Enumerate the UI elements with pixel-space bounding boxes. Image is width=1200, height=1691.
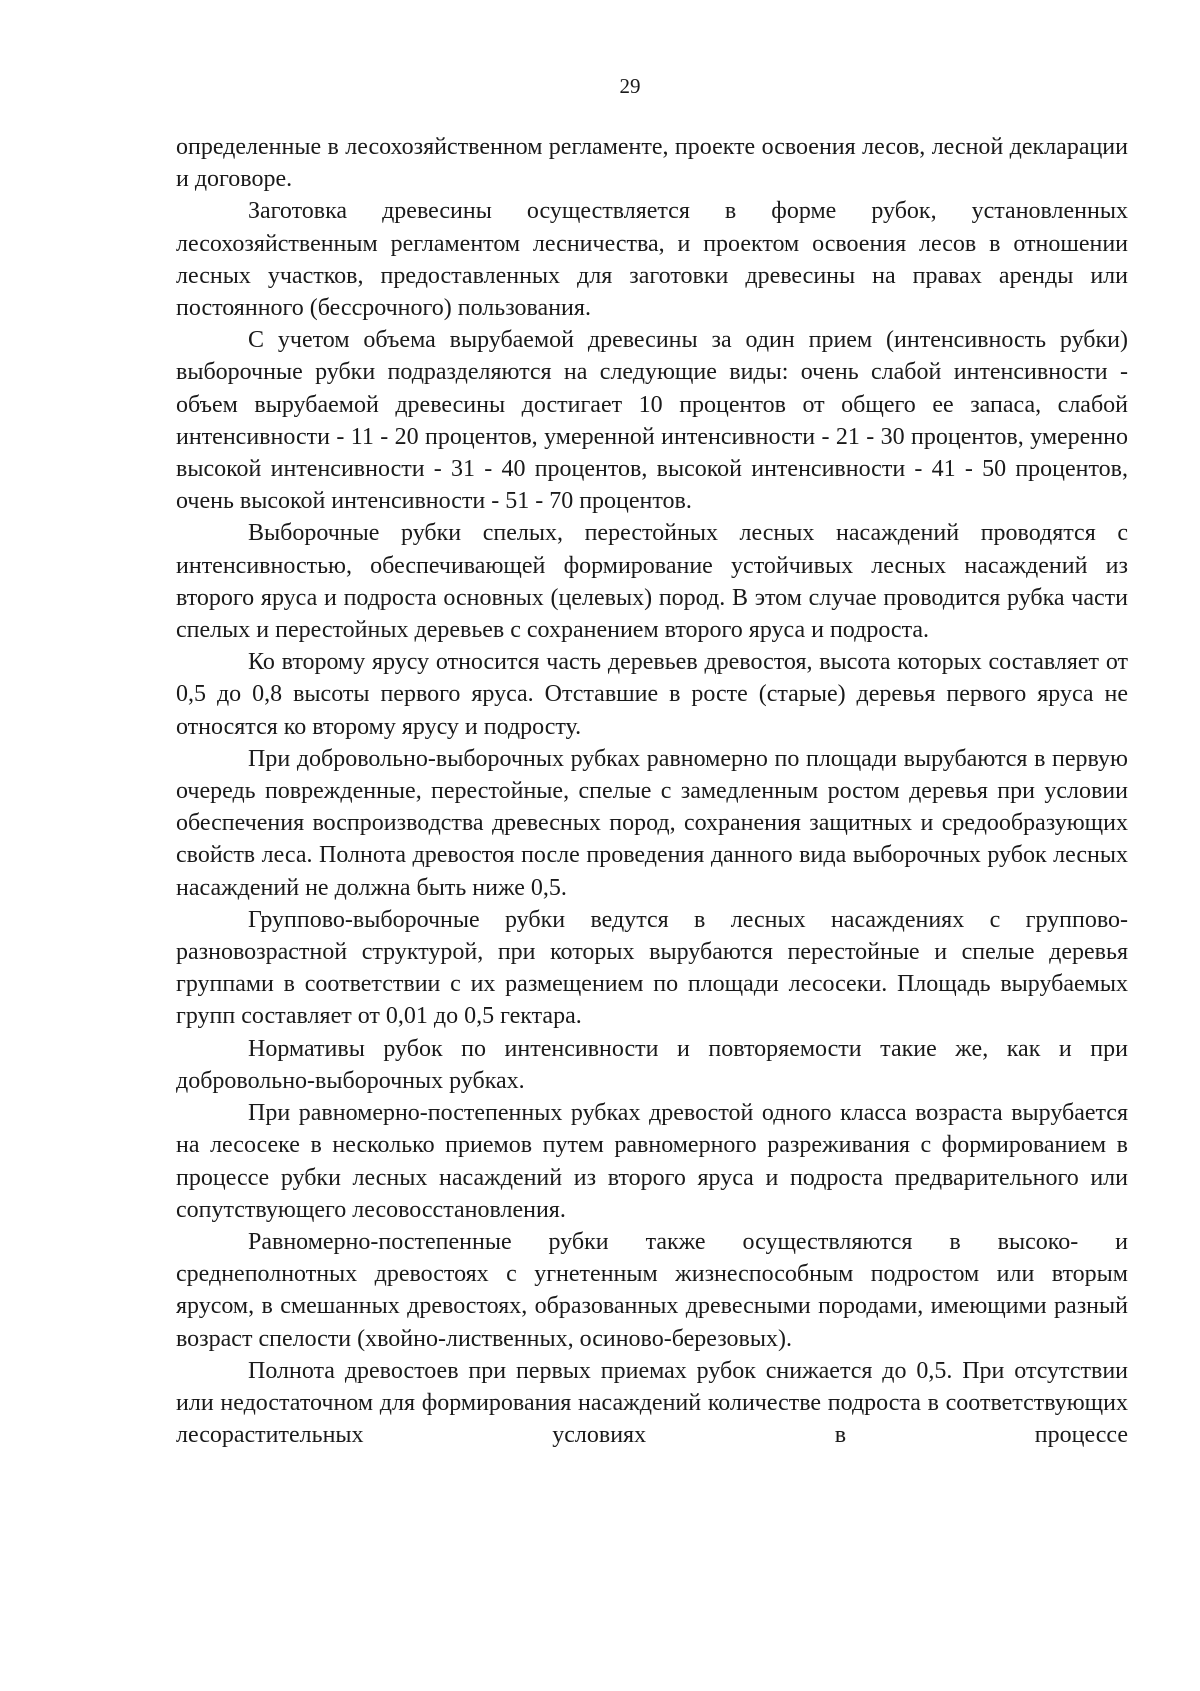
- paragraph-3: С учетом объема вырубаемой древесины за один прием (интенсивность рубки) выборочные рубки подразделяются на следующие виды: очень слабой интенсивности - объем вырубаемой древесины достигает 10 процентов от общего ее запаса, слабой интенсивности - 11 - 20 процентов, умеренной интенсивности - 21 - 30 процентов, умеренно высокой интенсивности - 31 - 40 процентов, высокой интенсивности - 41 - 50 процентов, очень высокой интенсивности - 51 - 70 процентов.: [176, 327, 1128, 515]
- page-number: 29: [619, 74, 641, 98]
- paragraph-7: Группово-выборочные рубки ведутся в лесных насаждениях с группово-разновозрастной структурой, при которых вырубаются перестойные и спелые деревья группами в соответствии с их размещением по площади лесосеки. Площадь вырубаемых групп составляет от 0,01 до 0,5 гектара.: [176, 906, 1128, 1030]
- paragraph-10: Равномерно-постепенные рубки также осуществляются в высоко- и среднеполнотных древостоях с угнетенным жизнеспособным подростом или вторым ярусом, в смешанных древостоях, образованных древесными породами, имеющими разный возраст спелости (хвойно-лиственных, осиново-березовых).: [176, 1228, 1128, 1352]
- paragraph-9: При равномерно-постепенных рубках древостой одного класса возраста вырубается на лесосеке в несколько приемов путем равномерного разреживания с формированием в процессе рубки лесных насаждений из второго яруса и подроста предварительного или сопутствующего лесовосстановления.: [176, 1100, 1128, 1223]
- paragraph-8: Нормативы рубок по интенсивности и повторяемости такие же, как и при добровольно-выборочных рубках.: [176, 1035, 1128, 1094]
- document-body: [176, 131, 1128, 1451]
- paragraph-1: определенные в лесохозяйственном регламенте, проекте освоения лесов, лесной декларации и договоре.: [176, 134, 1128, 193]
- paragraph-2: Заготовка древесины осуществляется в форме рубок, установленных лесохозяйственным регламентом лесничества, и проектом освоения лесов в отношении лесных участков, предоставленных для заготовки древесины на правах аренды или постоянного (бессрочного) пользования.: [176, 198, 1128, 322]
- paragraph-5: Ко второму ярусу относится часть деревьев древостоя, высота которых составляет от 0,5 до 0,8 высоты первого яруса. Отставшие в росте (старые) деревья первого яруса не относятся ко второму ярусу и подросту.: [176, 649, 1128, 740]
- paragraph-11: Полнота древостоев при первых приемах рубок снижается до 0,5. При отсутствии или недостаточном для формирования насаждений количестве подроста в соответствующих лесорастительных условиях в процессе: [176, 1357, 1128, 1449]
- paragraph-6: При добровольно-выборочных рубках равномерно по площади вырубаются в первую очередь поврежденные, перестойные, спелые с замедленным ростом деревья при условии обеспечения воспроизводства древесных пород, сохранения защитных и средообразующих свойств леса. Полнота древостоя после проведения данного вида выборочных рубок лесных насаждений не должна быть ниже 0,5.: [176, 745, 1128, 901]
- paragraph-4: Выборочные рубки спелых, перестойных лесных насаждений проводятся с интенсивностью, обеспечивающей формирование устойчивых лесных насаждений из второго яруса и подроста основных (целевых) пород. В этом случае проводится рубка части спелых и перестойных деревьев с сохранением второго яруса и подроста.: [176, 520, 1128, 644]
